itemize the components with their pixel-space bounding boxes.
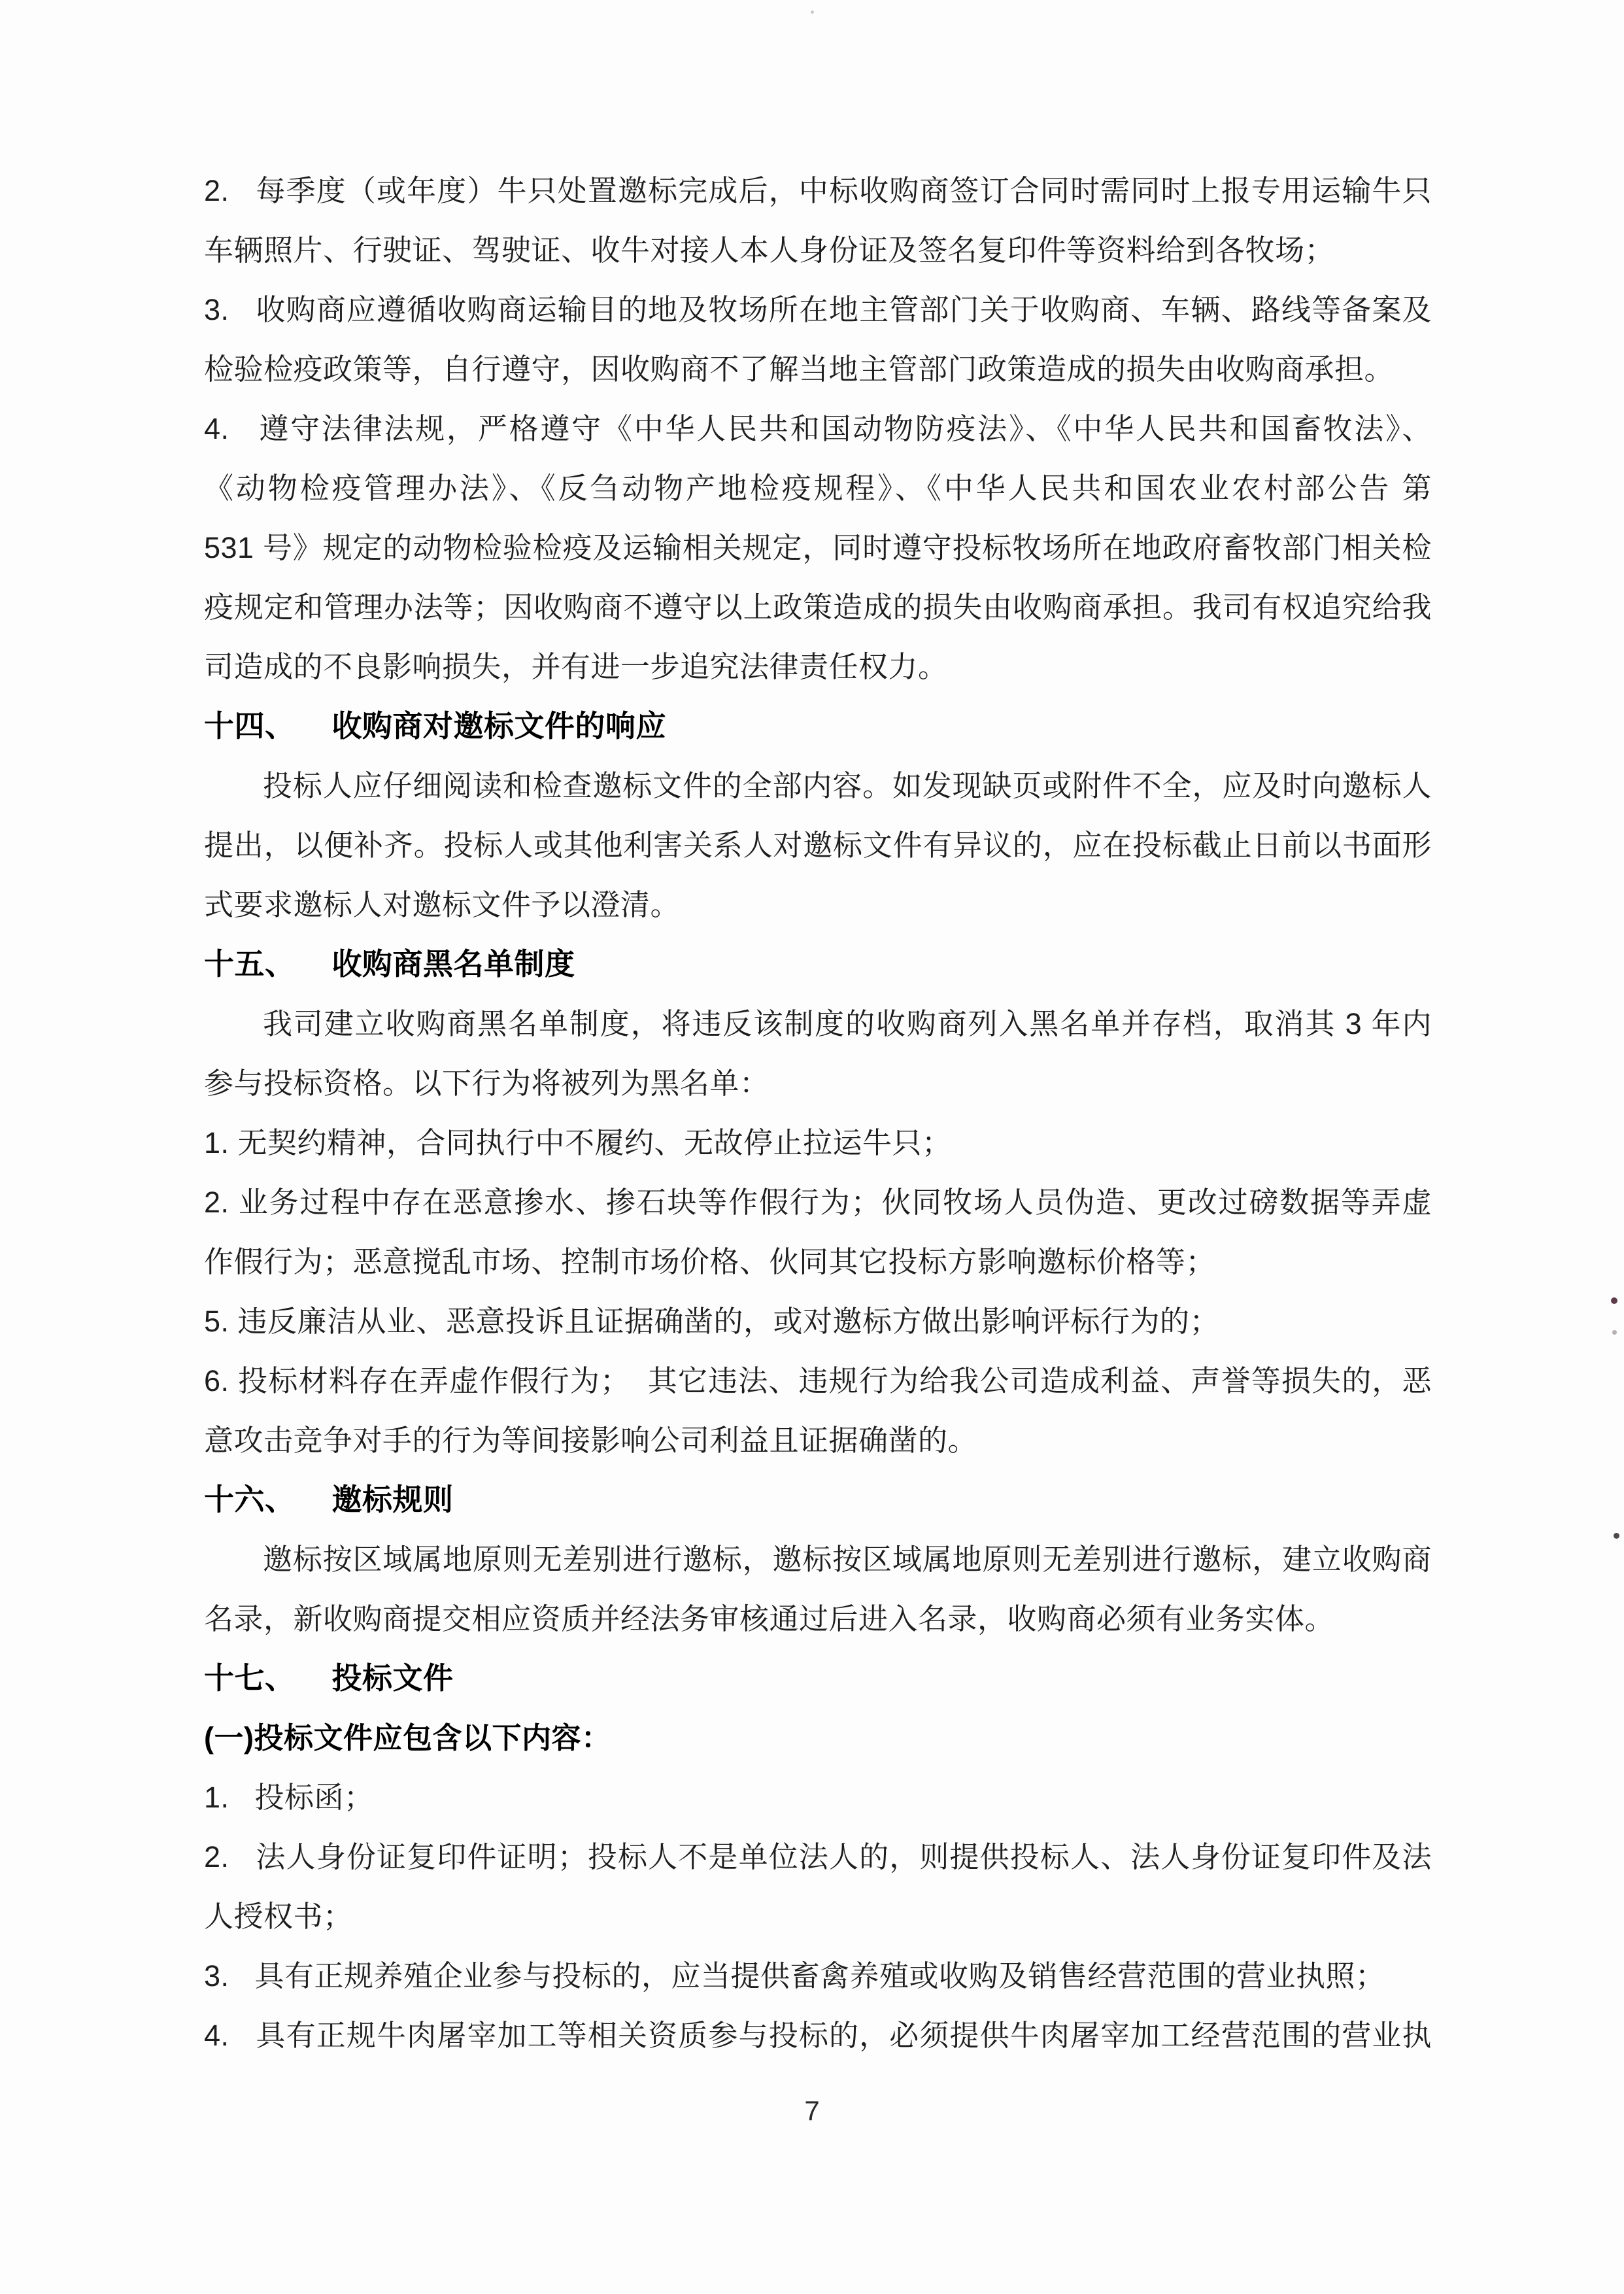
text-line: 邀标按区域属地原则无差别进行邀标，邀标按区域属地原则无差别进行邀标，建立收购商 bbox=[263, 1543, 1432, 1576]
text-line: 名录，新收购商提交相应资质并经法务审核通过后进入名录，收购商必须有业务实体。 bbox=[204, 1602, 1335, 1635]
page-number: 7 bbox=[804, 2095, 820, 2126]
scan-artifact-dot bbox=[1614, 1533, 1619, 1539]
text-line: 车辆照片、行驶证、驾驶证、收牛对接人本人身份证及签名复印件等资料给到各牧场； bbox=[204, 233, 1335, 267]
sub-heading: (一)投标文件应包含以下内容： bbox=[204, 1721, 611, 1755]
section-heading bbox=[204, 934, 1432, 994]
section-title: 收购商黑名单制度 bbox=[331, 947, 575, 981]
text-line: 3. 收购商应遵循收购商运输目的地及牧场所在地主管部门关于收购商、车辆、路线等备案及 bbox=[204, 293, 1432, 326]
section-heading bbox=[204, 696, 1432, 756]
text-line: 5. 违反廉洁从业、恶意投诉且证据确凿的，或对邀标方做出影响评标行为的； bbox=[204, 1305, 1220, 1338]
section-number: 十六、 bbox=[204, 1482, 296, 1516]
text-line: 式要求邀标人对邀标文件予以澄清。 bbox=[204, 888, 681, 921]
text-line: 4. 具有正规牛肉屠宰加工等相关资质参与投标的，必须提供牛肉屠宰加工经营范围的营业执 bbox=[204, 2019, 1432, 2052]
text-line: 1. 无契约精神，合同执行中不履约、无故停止拉运牛只； bbox=[204, 1126, 952, 1159]
text-line: 2. 每季度（或年度）牛只处置邀标完成后，中标收购商签订合同时需同时上报专用运输牛只 bbox=[204, 174, 1432, 207]
section-number: 十五、 bbox=[204, 947, 296, 981]
text-line: 我司建立收购商黑名单制度，将违反该制度的收购商列入黑名单并存档，取消其 3 年内 bbox=[263, 1007, 1432, 1040]
text-line: 投标人应仔细阅读和检查邀标文件的全部内容。如发现缺页或附件不全，应及时向邀标人 bbox=[263, 769, 1432, 802]
document-lines bbox=[204, 161, 1432, 2065]
scan-artifact-dot bbox=[811, 10, 814, 14]
section-title: 邀标规则 bbox=[331, 1482, 454, 1516]
text-line: 疫规定和管理办法等；因收购商不遵守以上政策造成的损失由收购商承担。我司有权追究给我 bbox=[204, 591, 1432, 624]
text-line: 3. 具有正规养殖企业参与投标的，应当提供畜禽养殖或收购及销售经营范围的营业执照； bbox=[204, 1959, 1385, 1993]
text-line: 4. 遵守法律法规，严格遵守《中华人民共和国动物防疫法》、《中华人民共和国畜牧法》、 bbox=[204, 412, 1432, 445]
scan-artifact-dot bbox=[1612, 1330, 1617, 1335]
text-line: 2. 法人身份证复印件证明；投标人不是单位法人的，则提供投标人、法人身份证复印件及法 bbox=[204, 1840, 1432, 1874]
text-line: 提出，以便补齐。投标人或其他利害关系人对邀标文件有异议的，应在投标截止日前以书面形 bbox=[204, 829, 1432, 862]
text-line: 人授权书； bbox=[204, 1900, 353, 1933]
text-line: 意攻击竞争对手的行为等间接影响公司利益且证据确凿的。 bbox=[204, 1424, 978, 1457]
text-line: 检验检疫政策等，自行遵守，因收购商不了解当地主管部门政策造成的损失由收购商承担。 bbox=[204, 352, 1395, 386]
scan-artifact-dot bbox=[1611, 1297, 1617, 1304]
text-line: 参与投标资格。以下行为将被列为黑名单： bbox=[204, 1067, 770, 1100]
text-line: 6. 投标材料存在弄虚作假行为； 其它违法、违规行为给我公司造成利益、声誉等损失的，恶 bbox=[204, 1364, 1432, 1397]
section-title: 投标文件 bbox=[331, 1661, 454, 1695]
text-line: 作假行为；恶意搅乱市场、控制市场价格、伙同其它投标方影响邀标价格等； bbox=[204, 1245, 1216, 1278]
section-number: 十四、 bbox=[204, 709, 296, 743]
text-line: 2. 业务过程中存在恶意掺水、掺石块等作假行为；伙同牧场人员伪造、更改过磅数据等弄虚 bbox=[204, 1186, 1432, 1219]
section-heading bbox=[204, 1470, 1432, 1530]
text-line: 1. 投标函； bbox=[204, 1781, 374, 1814]
text-line: 司造成的不良影响损失，并有进一步追究法律责任权力。 bbox=[204, 650, 948, 683]
text-line: 《动物检疫管理办法》、《反刍动物产地检疫规程》、《中华人民共和国农业农村部公告 第 bbox=[204, 471, 1432, 505]
text-line: 531 号》规定的动物检验检疫及运输相关规定，同时遵守投标牧场所在地政府畜牧部门相关检 bbox=[204, 531, 1432, 564]
section-heading bbox=[204, 1649, 1432, 1708]
section-title: 收购商对邀标文件的响应 bbox=[331, 709, 666, 743]
section-number: 十七、 bbox=[204, 1661, 296, 1695]
